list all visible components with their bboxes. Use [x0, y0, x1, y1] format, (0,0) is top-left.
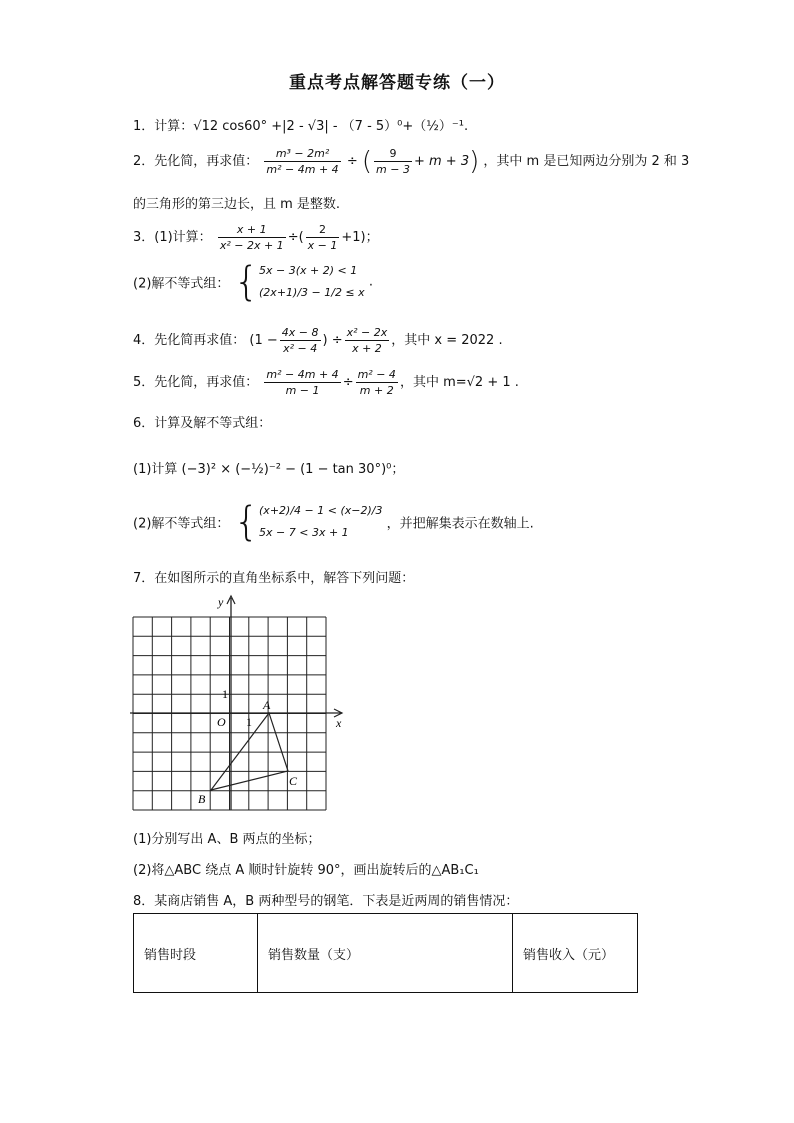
x-axis-label: x: [336, 716, 342, 730]
q1-number: 1．计算：: [133, 119, 194, 134]
q7-part1: (1)分别写出 A、B 两点的坐标；: [133, 832, 321, 847]
q5-fraction-2: $\frac{\text{m² − 4}}{m + 2}$: [357, 368, 396, 397]
question-7: 7．在如图所示的直角坐标系中，解答下列问题：: [133, 571, 415, 586]
q4-fraction-1: $\frac{4x - 8}{\text{x² − 4}}$: [281, 326, 319, 355]
q5-fraction-1: $\frac{\text{m² − 4m + 4}}{m - 1}$: [266, 368, 339, 397]
y-axis-label: y: [218, 595, 224, 609]
q2-lead: 2．先化简，再求值：: [133, 154, 259, 169]
question-2: 2．先化简，再求值： $\frac{\text{m³ − 2m²}}{\text{m² − 4m + 4}}$ ÷ ( $\frac{9}{m - 3}$ + m + 3) ，其中 m 是已知两边分别为 2 和 3: [133, 146, 690, 177]
q4-lead: 4．先化简再求值：: [133, 333, 246, 348]
q3-fraction-2: $\frac{2}{x - 1}$: [307, 223, 338, 252]
question-3-part1: 3．(1)计算： $\frac{x + 1}{\text{x² − 2x + 1}}$ ÷( $\frac{2}{x - 1}$ +1)；: [133, 223, 379, 252]
q2-fraction: $\frac{\text{m³ − 2m²}}{\text{m² − 4m + 4}}$: [266, 147, 339, 176]
coordinate-grid-figure: [120, 592, 360, 814]
question-5: 5．先化简，再求值： $\frac{\text{m² − 4m + 4}}{m - 1}$ ÷ $\frac{\text{m² − 4}}{m + 2}$ ，其中 m=√2 + 1 .: [133, 368, 519, 397]
point-a-label: A: [263, 698, 271, 712]
q3-p2-lead: (2)解不等式组：: [133, 276, 230, 292]
question-3-part2: (2)解不等式组： { 5x − 3(x + 2) < 1 (2x+1)/3 − 1/2 ≤ x .: [133, 259, 373, 305]
sales-table: [133, 913, 638, 993]
point-b-label: B: [198, 792, 206, 806]
q6-part2: (2)解不等式组： { (x+2)/4 − 1 < (x−2)/3 5x − 7 < 3x + 1 ，并把解集表示在数轴上.: [133, 499, 534, 545]
q5-condition: ，其中 m=√2 + 1 .: [399, 375, 519, 390]
q1-expression: √12 cos60° +|2 - √3| - （7 - 5）⁰+（½）⁻¹.: [193, 119, 469, 134]
table-header-cell: 销售时段: [134, 914, 258, 993]
table-header-cell: 销售收入（元）: [513, 914, 638, 993]
q4-condition: ，其中 x = 2022 .: [391, 333, 503, 348]
y-tick-label: 1: [222, 687, 228, 701]
q3-lead: 3．(1)计算：: [133, 230, 212, 245]
page-title: 重点考点解答题专练（一）: [289, 73, 505, 93]
x-tick-label: 1: [246, 715, 252, 729]
q2-inner-tail: + m + 3: [413, 154, 470, 169]
q2-line2: 的三角形的第三边长，且 m 是整数.: [133, 197, 341, 212]
q7-part2: (2)将△ABC 绕点 A 顺时针旋转 90°，画出旋转后的△AB₁C₁: [133, 863, 479, 878]
table-header-row: [134, 914, 638, 993]
q3-inequality-system: 5x − 3(x + 2) < 1 (2x+1)/3 − 1/2 ≤ x: [259, 264, 365, 299]
point-c-label: C: [289, 774, 298, 788]
origin-label: O: [217, 715, 226, 729]
table-header-cell: 销售数量（支）: [258, 914, 513, 993]
question-8: 8．某商店销售 A，B 两种型号的钢笔．下表是近两周的销售情况：: [133, 894, 519, 909]
q6-part1: (1)计算 (−3)² × (−½)⁻² − (1 − tan 30°)⁰；: [133, 462, 405, 477]
question-1: [133, 115, 468, 134]
q6-inequality-system: (x+2)/4 − 1 < (x−2)/3 5x − 7 < 3x + 1: [259, 504, 383, 539]
question-6: 6．计算及解不等式组：: [133, 416, 272, 431]
q2-condition: ，其中 m 是已知两边分别为 2 和 3: [483, 154, 690, 169]
q6-p2-lead: (2)解不等式组：: [133, 516, 230, 532]
q4-fraction-2: $\frac{\text{x² − 2x}}{x + 2}$: [346, 326, 388, 355]
q5-lead: 5．先化简，再求值：: [133, 375, 259, 390]
question-4: 4．先化简再求值： (1 − $\frac{4x - 8}{\text{x² − 4}}$ ) ÷ $\frac{\text{x² − 2x}}{x + 2}$ ，其中 x = 2022 .: [133, 326, 503, 355]
q3-fraction-1: $\frac{x + 1}{\text{x² − 2x + 1}}$: [219, 223, 284, 252]
q2-operator: ÷: [346, 154, 358, 169]
q2-inner-fraction: $\frac{9}{m - 3}$: [376, 147, 410, 176]
